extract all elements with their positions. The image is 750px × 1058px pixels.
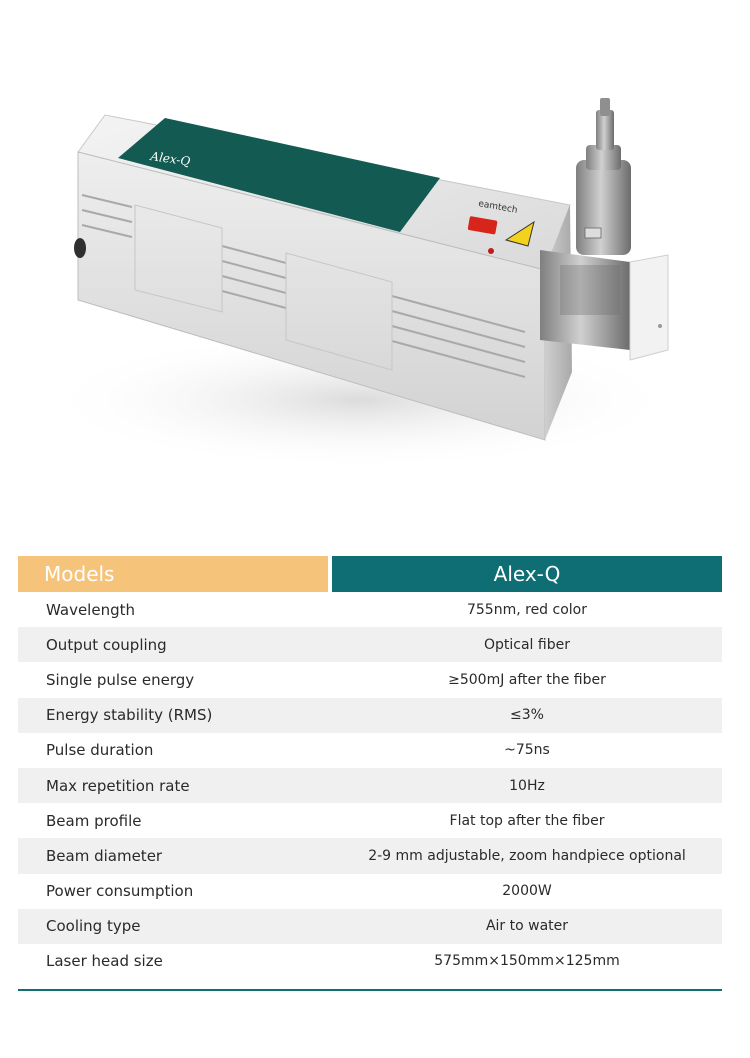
- spec-label: Cooling type: [46, 917, 141, 936]
- table-row: [18, 627, 722, 662]
- brand-label: eamtech: [477, 199, 519, 216]
- spec-label: Output coupling: [46, 635, 167, 654]
- spec-label: Energy stability (RMS): [46, 706, 213, 725]
- spec-value: 755nm, red color: [466, 601, 587, 618]
- spec-value: ≤3%: [510, 707, 544, 724]
- table-row: [18, 909, 722, 944]
- table-row: [18, 698, 722, 733]
- spec-rows: [18, 592, 722, 979]
- header-models: Models: [18, 556, 328, 592]
- spec-value: Flat top after the fiber: [449, 812, 605, 829]
- bottom-divider: [18, 989, 722, 991]
- table-row: [18, 768, 722, 803]
- spec-value: 10Hz: [509, 777, 545, 794]
- spec-value: ~75ns: [504, 742, 550, 759]
- table-row: [18, 733, 722, 768]
- spec-value: Air to water: [485, 918, 569, 935]
- table-row: [18, 592, 722, 627]
- spec-label: Laser head size: [46, 952, 163, 971]
- spec-label: Power consumption: [46, 882, 194, 901]
- spec-label: Pulse duration: [46, 741, 154, 760]
- table-row: [18, 874, 722, 909]
- spec-label: Beam profile: [46, 811, 142, 830]
- table-row: [18, 803, 722, 838]
- table-row: [18, 662, 722, 697]
- spec-label: Max repetition rate: [46, 776, 190, 795]
- table-row: [18, 838, 722, 873]
- spec-table: [18, 556, 722, 979]
- spec-value: 2-9 mm adjustable, zoom handpiece optional: [368, 847, 686, 864]
- spec-label: Beam diameter: [46, 846, 163, 865]
- spec-label: Wavelength: [46, 600, 135, 619]
- table-row: [18, 944, 722, 979]
- spec-table-header: [18, 556, 722, 592]
- spec-value: 2000W: [502, 883, 552, 900]
- spec-value: Optical fiber: [484, 636, 570, 653]
- laser-device-image: [0, 0, 750, 520]
- header-model-name: Alex-Q: [332, 556, 722, 592]
- spec-value: 575mm×150mm×125mm: [434, 953, 620, 970]
- spec-label: Single pulse energy: [46, 670, 195, 689]
- panel-label: Alex-Q: [149, 149, 192, 169]
- spec-value: ≥500mJ after the fiber: [448, 671, 606, 688]
